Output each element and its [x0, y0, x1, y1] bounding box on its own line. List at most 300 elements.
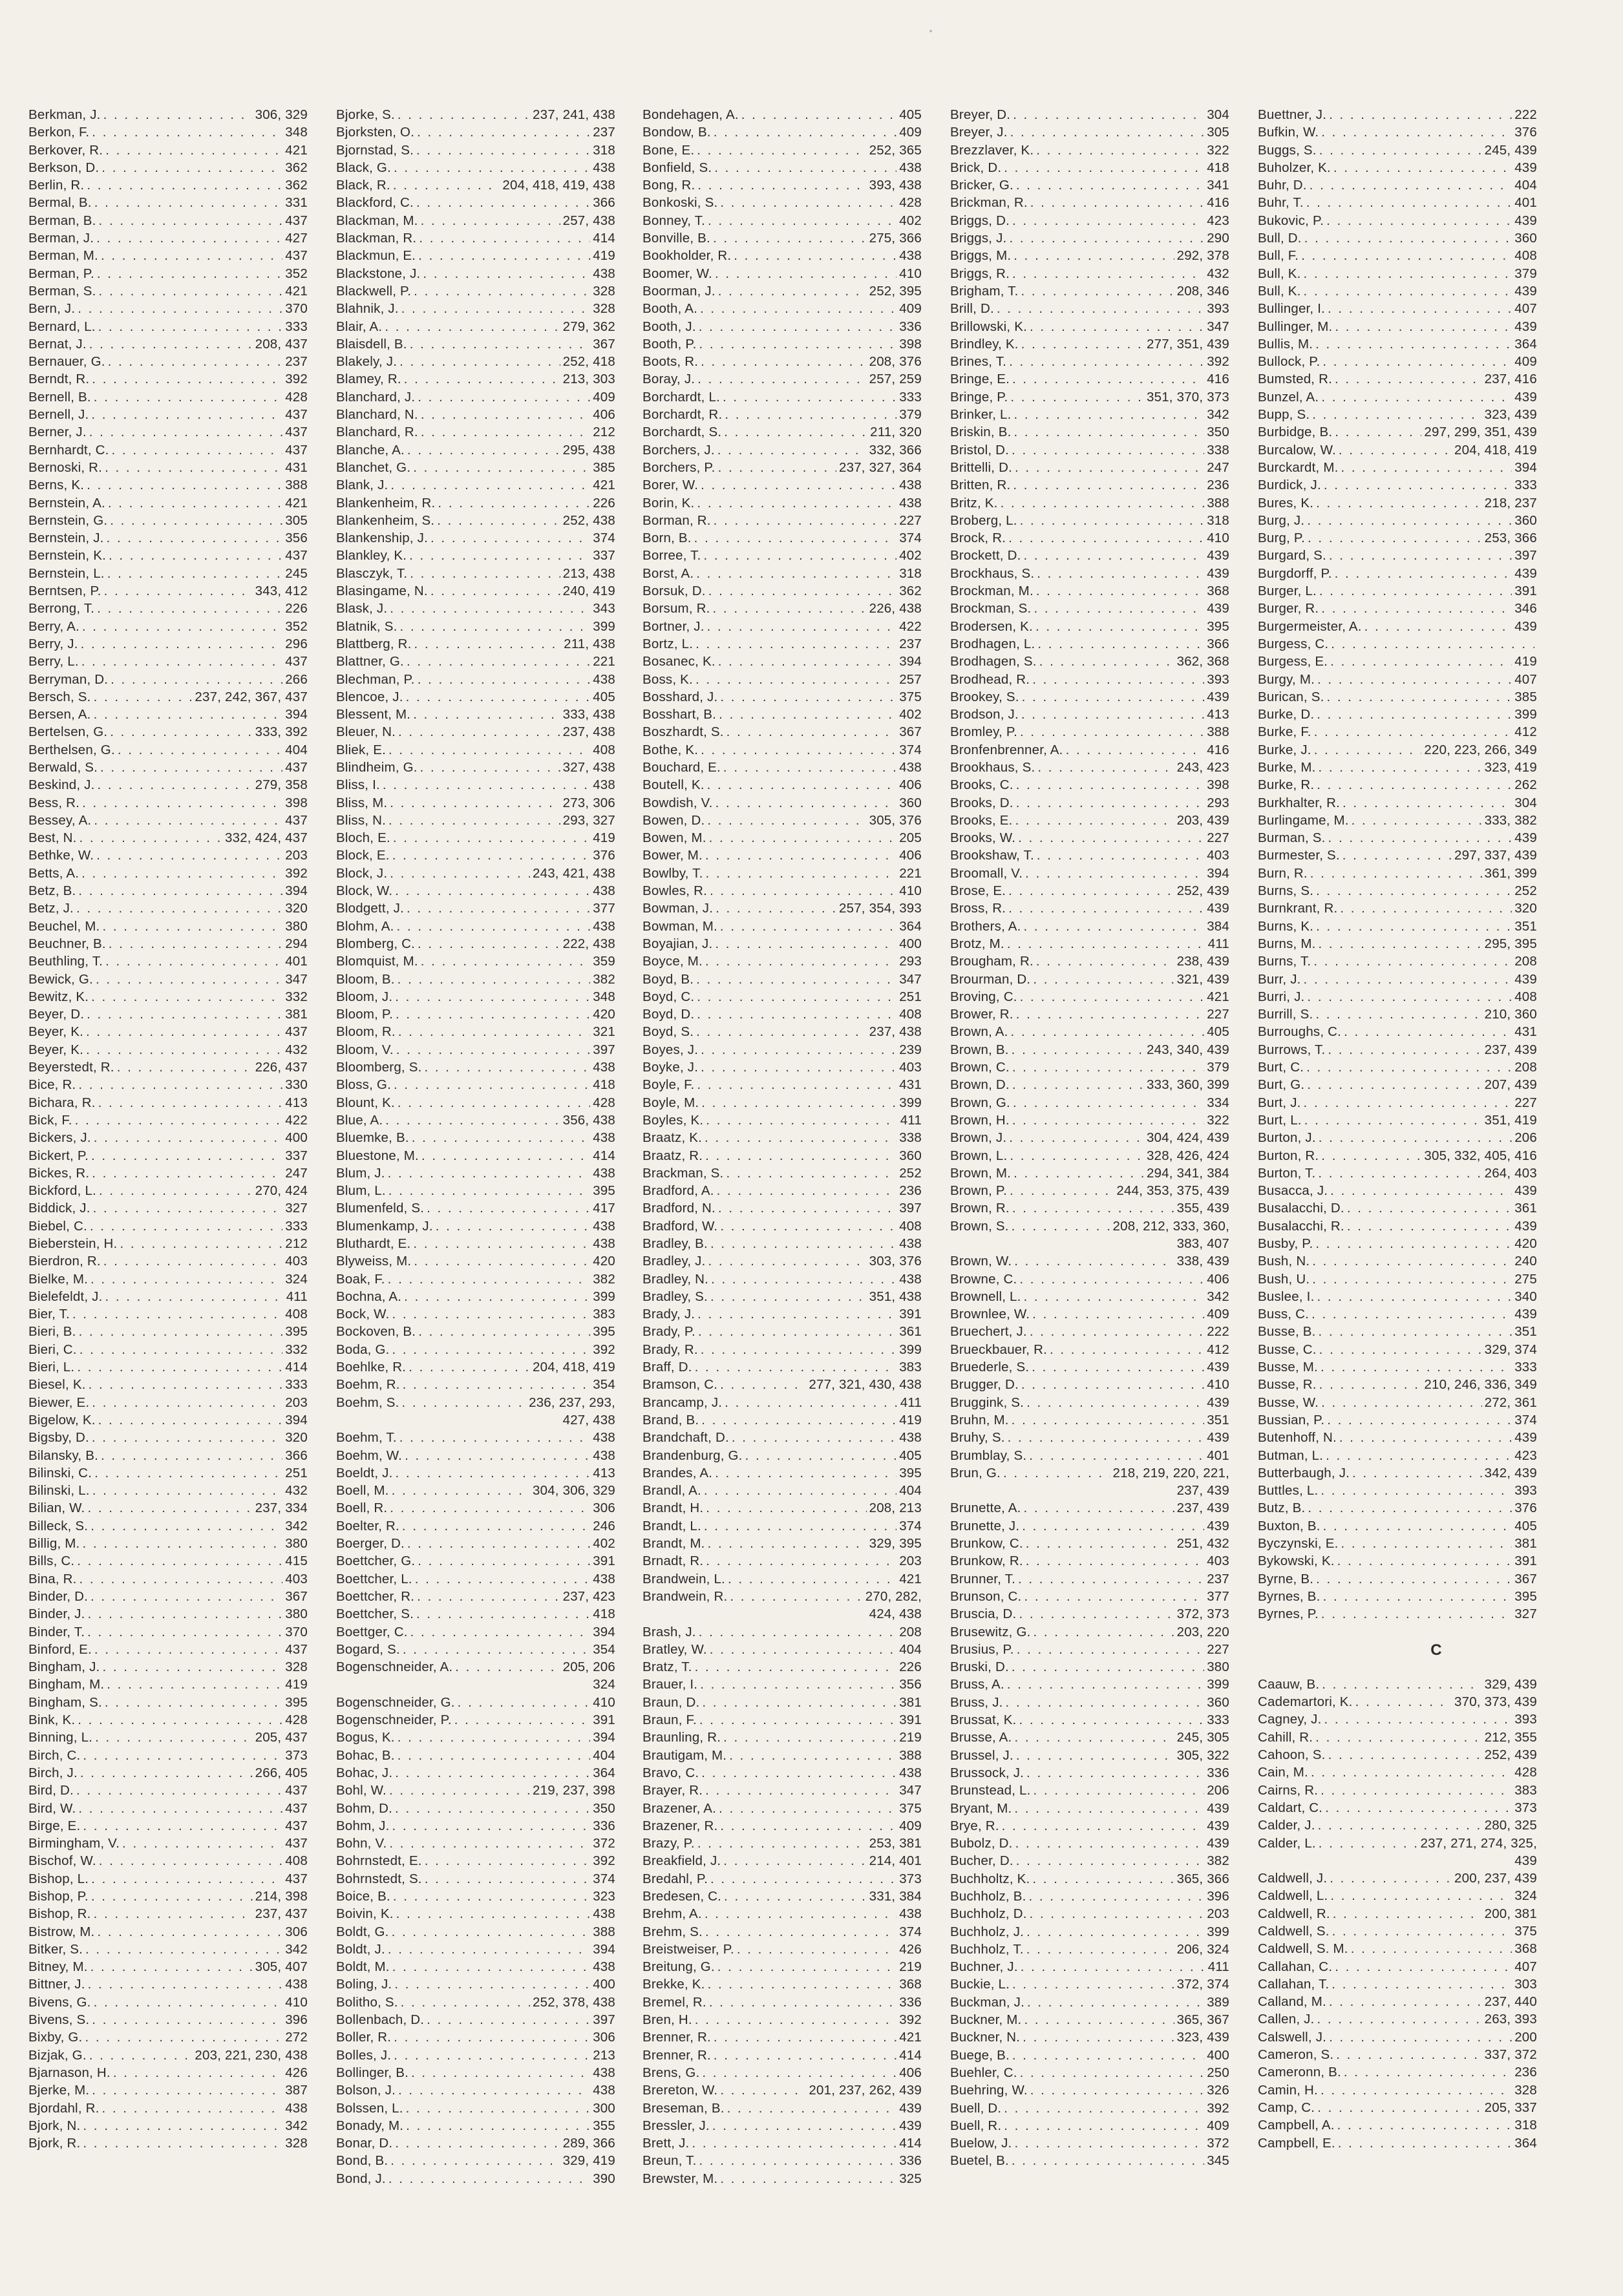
entry-name: Bufkin, W.	[1258, 125, 1319, 140]
leader-dots	[108, 353, 283, 370]
entry-pages: 237, 439	[1484, 1042, 1537, 1057]
index-entry	[28, 212, 308, 229]
entry-pages: 365, 366	[1176, 1871, 1229, 1886]
entry-name: Bistrow, M.	[28, 1924, 95, 1939]
entry-pages: 419	[899, 1412, 922, 1427]
index-entry	[1258, 1006, 1537, 1023]
leader-dots	[1029, 1888, 1205, 1905]
entry-pages: 305, 322	[1176, 1747, 1229, 1763]
entry-name: Bruhn, M.	[950, 1412, 1009, 1427]
leader-dots	[696, 971, 896, 988]
leader-dots	[1021, 1958, 1205, 1975]
index-entry	[642, 1975, 922, 1993]
index-entry	[950, 882, 1229, 900]
index-entry	[1258, 212, 1537, 229]
leader-dots	[385, 1111, 560, 1129]
entry-pages: 406	[593, 407, 615, 423]
leader-dots	[97, 265, 282, 282]
leader-dots	[81, 653, 282, 670]
leader-dots	[88, 1975, 283, 1993]
entry-name: Bothe, K.	[642, 742, 699, 757]
index-entry	[1258, 1693, 1537, 1711]
leader-dots	[414, 282, 590, 300]
entry-pages: 333	[285, 319, 308, 334]
entry-name: Bernauer, G.	[28, 354, 105, 370]
leader-dots	[1019, 1711, 1204, 1729]
entry-pages: 322	[1207, 142, 1229, 158]
index-entry	[950, 459, 1229, 476]
entry-pages: 318	[593, 142, 615, 158]
leader-dots	[92, 370, 282, 388]
leader-dots	[723, 1729, 896, 1746]
leader-dots	[78, 300, 282, 317]
entry-pages: 438	[593, 1236, 615, 1251]
leader-dots	[1026, 1764, 1204, 1782]
leader-dots	[1335, 423, 1421, 441]
index-entry	[1258, 600, 1537, 617]
entry-pages: 237, 440	[1484, 1994, 1537, 2010]
leader-dots	[413, 1235, 590, 1252]
entry-pages: 408	[285, 1307, 308, 1322]
entry-name: Bukovic, P.	[1258, 213, 1324, 228]
index-entry	[28, 2100, 308, 2117]
entry-name: Burns, M.	[1258, 936, 1316, 951]
entry-pages: 200, 237, 439	[1454, 1871, 1537, 1886]
entry-pages: 243, 421, 438	[533, 865, 615, 881]
entry-name: Burton, R.	[1258, 1148, 1319, 1163]
entry-name: Bonkoski, S.	[642, 195, 718, 211]
entry-pages: 290	[1207, 231, 1229, 246]
leader-dots	[1036, 582, 1204, 600]
leader-dots	[1013, 423, 1204, 441]
index-entry	[1258, 759, 1537, 776]
index-entry	[950, 494, 1229, 512]
leader-dots	[392, 1341, 591, 1358]
entry-name: Bingham, M.	[28, 1677, 105, 1692]
leader-dots	[421, 406, 590, 423]
leader-dots	[90, 1270, 282, 1288]
entry-name: Brown, R.	[950, 1201, 1010, 1216]
index-entry	[950, 1658, 1229, 1676]
entry-pages: 318	[1207, 512, 1229, 528]
entry-pages: 388	[1207, 724, 1229, 740]
entry-name: Bonney, T.	[642, 213, 705, 228]
entry-pages: 208, 437	[255, 336, 308, 352]
leader-dots	[1317, 706, 1512, 723]
leader-dots	[1337, 1552, 1512, 1570]
index-entry	[28, 1588, 308, 1605]
entry-pages: 293	[899, 954, 922, 969]
entry-name: Browne, C.	[950, 1271, 1017, 1287]
leader-dots	[692, 2134, 896, 2152]
entry-pages: 439	[1514, 1183, 1537, 1199]
index-entry	[28, 1747, 308, 1764]
leader-dots	[1315, 335, 1512, 353]
entry-name: Brauer, I.	[642, 1677, 698, 1692]
entry-pages: 360	[1207, 1694, 1229, 1710]
entry-pages: 423	[1514, 1448, 1537, 1463]
entry-name: Cagney, J.	[1258, 1712, 1322, 1727]
index-entry	[336, 1958, 615, 1975]
entry-name: Boyle, F.	[642, 1077, 695, 1093]
index-entry	[642, 1570, 922, 1588]
entry-name: Bullock, P.	[1258, 354, 1321, 370]
leader-dots	[94, 1464, 282, 1482]
entry-pages: 402	[899, 548, 922, 563]
index-entry	[950, 1729, 1229, 1746]
entry-pages: 438	[593, 671, 615, 687]
entry-pages: 247	[285, 1165, 308, 1181]
index-entry	[336, 1535, 615, 1552]
entry-name: Boyd, B.	[642, 971, 694, 987]
leader-dots	[100, 759, 282, 776]
entry-pages: 416	[1207, 742, 1229, 757]
leader-dots	[407, 653, 590, 670]
entry-name: Berman, B.	[28, 213, 96, 228]
entry-name: Buelow, J.	[950, 2136, 1012, 2151]
leader-dots	[1318, 1164, 1481, 1182]
entry-name: Billeck, S.	[28, 1518, 89, 1533]
entry-pages: 437	[285, 759, 308, 775]
leader-dots	[437, 512, 560, 529]
entry-name: Brown, J.	[950, 1130, 1007, 1146]
leader-dots	[388, 812, 560, 829]
entry-pages: 438	[593, 918, 615, 934]
entry-name: Beyerstedt, R.	[28, 1060, 114, 1075]
entry-name: Blackford, C.	[336, 195, 414, 211]
entry-pages: 439	[1514, 971, 1537, 987]
entry-pages: 367	[899, 724, 922, 740]
entry-name: Caldwell, R.	[1258, 1906, 1330, 1921]
leader-dots	[1304, 1111, 1482, 1129]
entry-pages: 437	[285, 425, 308, 440]
entry-pages: 237, 439	[1176, 1483, 1229, 1499]
entry-name: Bogenschneider, A.	[336, 1659, 453, 1675]
index-entry	[1258, 1411, 1537, 1429]
index-entry	[642, 265, 922, 282]
leader-dots	[725, 406, 896, 423]
index-entry	[1258, 1129, 1537, 1146]
leader-dots	[1317, 1288, 1512, 1305]
entry-name: Berns, K.	[28, 478, 85, 493]
entry-name: Borchardt, L.	[642, 389, 720, 405]
index-entry	[28, 671, 308, 688]
leader-dots	[727, 723, 897, 741]
entry-name: Berkman, J.	[28, 107, 101, 122]
entry-pages: 411	[286, 1289, 308, 1304]
index-entry	[336, 1658, 615, 1676]
entry-name: Bjornstad, S.	[336, 142, 414, 158]
entry-name: Breistweiser, P.	[642, 1941, 734, 1957]
leader-dots	[89, 335, 253, 353]
index-entry	[950, 1217, 1229, 1235]
entry-name: Burke, F.	[1258, 724, 1311, 740]
entry-name: Brunson, C.	[950, 1588, 1022, 1604]
leader-dots	[1034, 600, 1204, 617]
entry-name: Boszhardt, S.	[642, 724, 724, 740]
leader-dots	[392, 847, 590, 864]
leader-dots	[414, 1252, 590, 1270]
index-entry	[28, 1605, 308, 1623]
leader-dots	[1323, 1517, 1512, 1535]
entry-pages: 360	[1514, 231, 1537, 246]
index-entry	[28, 159, 308, 176]
index-entry	[642, 1164, 922, 1182]
entry-pages: 391	[1514, 1553, 1537, 1569]
leader-dots	[395, 988, 590, 1006]
entry-name: Boettcher, R.	[336, 1588, 415, 1604]
entry-pages: 277, 351, 439	[1147, 336, 1229, 352]
entry-pages: 376	[593, 848, 615, 863]
leader-dots	[96, 847, 282, 864]
entry-name: Bucher, D.	[950, 1853, 1013, 1869]
entry-pages: 374	[1514, 1412, 1537, 1427]
leader-dots	[697, 1835, 867, 1852]
index-entry	[336, 1288, 615, 1305]
entry-name: Bush, U.	[1258, 1271, 1310, 1287]
index-entry	[28, 988, 308, 1006]
leader-dots	[393, 176, 500, 194]
leader-dots	[394, 1975, 590, 1993]
leader-dots	[99, 1852, 282, 1869]
leader-dots	[1307, 988, 1512, 1006]
entry-name: Bradford, W.	[642, 1218, 718, 1234]
entry-pages: 401	[1207, 1448, 1229, 1463]
entry-pages: 203, 220	[1176, 1624, 1229, 1639]
leader-dots	[385, 318, 560, 335]
leader-dots	[406, 2117, 590, 2134]
entry-name: Bilansky, B.	[28, 1448, 98, 1463]
index-entry	[28, 2011, 308, 2028]
entry-name: Bremel, R.	[642, 1994, 706, 2010]
entry-pages: 438	[899, 1271, 922, 1287]
leader-dots	[413, 459, 590, 476]
entry-pages: 338	[899, 1130, 922, 1146]
leader-dots	[1012, 1058, 1204, 1076]
leader-dots	[94, 1994, 283, 2011]
entry-name: Brandwein, L.	[642, 1571, 725, 1586]
leader-dots	[103, 106, 253, 123]
leader-dots	[395, 882, 590, 900]
entry-name: Bjordahl, R.	[28, 2100, 100, 2116]
index-entry	[28, 529, 308, 547]
index-entry	[28, 318, 308, 335]
entry-pages: 213, 303	[562, 372, 615, 387]
leader-dots	[1326, 688, 1512, 706]
entry-name: Brownlee, W.	[950, 1307, 1030, 1322]
index-entry	[642, 1482, 922, 1499]
entry-name: Brittelli, D.	[950, 459, 1013, 475]
entry-name: Boyes, J.	[642, 1042, 699, 1057]
entry-pages: 361, 399	[1484, 865, 1537, 881]
index-entry	[336, 1147, 615, 1164]
index-entry	[28, 282, 308, 300]
entry-pages: 421	[1207, 989, 1229, 1004]
index-entry	[642, 441, 922, 459]
index-entry	[336, 1694, 615, 1711]
entry-pages: 398	[285, 795, 308, 810]
leader-dots	[410, 335, 590, 353]
index-entry	[1258, 706, 1537, 723]
leader-dots	[714, 512, 897, 529]
index-entry	[950, 547, 1229, 564]
leader-dots	[714, 2028, 896, 2046]
entry-name: Binning, L.	[28, 1730, 93, 1745]
entry-pages: 438	[593, 2083, 615, 2098]
index-entry	[336, 2100, 615, 2117]
entry-pages: 416	[1207, 195, 1229, 211]
leader-dots	[91, 1147, 282, 1164]
leader-dots	[414, 635, 562, 653]
entry-name: Brooks, E.	[950, 812, 1013, 828]
leader-dots	[714, 159, 896, 176]
index-entry	[28, 1341, 308, 1358]
entry-name: Boldt, G.	[336, 1924, 389, 1939]
entry-name: Butz, B.	[1258, 1501, 1306, 1516]
leader-dots	[396, 1006, 590, 1023]
leader-dots	[430, 582, 560, 600]
entry-name: Bird, W.	[28, 1800, 76, 1816]
index-entry	[642, 918, 922, 935]
entry-name: Buttles, L.	[1258, 1483, 1319, 1499]
entry-pages: 211, 320	[870, 425, 922, 440]
index-entry	[28, 900, 308, 917]
entry-name: Camp, C.	[1258, 2100, 1315, 2115]
entry-pages: 343	[593, 601, 615, 616]
entry-pages: 362	[285, 178, 308, 193]
index-entry	[336, 829, 615, 847]
leader-dots	[1021, 282, 1174, 300]
leader-dots	[397, 918, 591, 935]
entry-pages: 252	[899, 1165, 922, 1181]
leader-dots	[107, 529, 283, 547]
entry-name: Brill, D.	[950, 301, 994, 317]
entry-pages: 351, 438	[869, 1289, 922, 1304]
entry-pages: 407	[1514, 301, 1537, 317]
entry-name: Busse, W.	[1258, 1395, 1319, 1410]
entry-name: Busse, M.	[1258, 1360, 1318, 1375]
entry-name: Cahoon, S.	[1258, 1747, 1326, 1763]
index-entry	[950, 1023, 1229, 1040]
entry-name: Bermal, B.	[28, 195, 92, 211]
index-entry	[950, 1975, 1229, 1993]
entry-pages: 336	[899, 2153, 922, 2169]
index-entry	[950, 1394, 1229, 1411]
entry-pages: 257, 259	[869, 372, 922, 387]
index-entry	[642, 2100, 922, 2117]
index-entry	[950, 512, 1229, 529]
index-entry	[336, 953, 615, 970]
entry-pages: 329, 374	[1484, 1342, 1537, 1357]
entry-pages: 370, 373, 439	[1454, 1694, 1537, 1710]
leader-dots	[92, 2011, 282, 2028]
leader-dots	[1330, 1869, 1452, 1887]
index-entry	[642, 847, 922, 864]
index-entry	[1258, 370, 1537, 388]
leader-dots	[1016, 176, 1204, 194]
entry-name: Brown, L.	[950, 1148, 1008, 1163]
entry-name: Brown, G.	[950, 1095, 1010, 1110]
index-entry	[1258, 1341, 1537, 1358]
entry-name: Burns, S.	[1258, 883, 1314, 899]
entry-pages: 393	[1207, 301, 1229, 317]
leader-dots	[708, 1975, 897, 1993]
index-entry	[642, 370, 922, 388]
entry-pages: 438	[593, 1906, 615, 1922]
entry-name: Bradford, N.	[642, 1201, 716, 1216]
entry-pages: 329, 395	[869, 1536, 922, 1552]
entry-name: Blount, K.	[336, 1095, 395, 1110]
index-entry	[28, 1199, 308, 1217]
index-entry	[950, 1323, 1229, 1340]
index-entry	[950, 1111, 1229, 1129]
entry-pages: 263, 393	[1484, 2012, 1537, 2027]
entry-name: Burger, L.	[1258, 584, 1317, 599]
entry-pages: 394	[285, 707, 308, 722]
leader-dots	[389, 1835, 590, 1852]
index-entry	[28, 1041, 308, 1058]
index-entry	[336, 1588, 615, 1605]
index-entry	[642, 1694, 922, 1711]
leader-dots	[1024, 2011, 1174, 2028]
leader-dots	[87, 1623, 282, 1641]
entry-name: Berner, J.	[28, 425, 87, 440]
entry-pages: 205	[899, 830, 922, 846]
entry-name: Betz, J.	[28, 901, 74, 916]
entry-pages: 399	[1207, 1677, 1229, 1692]
index-entry	[642, 1588, 922, 1605]
entry-name: Beuchner, B.	[28, 936, 106, 951]
index-entry	[336, 776, 615, 794]
leader-dots	[1331, 635, 1534, 653]
leader-dots	[1015, 459, 1204, 476]
entry-name: Bliss, M.	[336, 795, 388, 810]
index-entry	[642, 1782, 922, 1799]
leader-dots	[398, 723, 560, 741]
entry-name: Burt, L.	[1258, 1112, 1302, 1128]
entry-name: Bieberstein, H.	[28, 1236, 118, 1251]
entry-name: Boyle, M.	[642, 1095, 699, 1110]
index-entry	[1258, 106, 1537, 123]
leader-dots	[702, 2064, 896, 2081]
entry-name: Brown, H.	[950, 1112, 1010, 1128]
leader-dots	[1314, 741, 1422, 759]
leader-dots	[729, 1747, 896, 1764]
leader-dots	[96, 229, 282, 247]
leader-dots	[1319, 1323, 1512, 1340]
entry-name: Binder, D.	[28, 1588, 89, 1604]
entry-pages: 411	[900, 1112, 922, 1128]
leader-dots	[705, 1147, 896, 1164]
entry-name: Bonfield, S.	[642, 160, 712, 175]
entry-name: Bullis, M.	[1258, 336, 1313, 352]
index-entry	[336, 1729, 615, 1746]
leader-dots	[715, 935, 896, 953]
entry-name: Bumsted, R.	[1258, 372, 1332, 387]
index-entry	[950, 582, 1229, 600]
entry-name: Breakfield, J.	[642, 1853, 721, 1869]
entry-name: Brotz, M.	[950, 936, 1004, 951]
entry-pages: 377	[1207, 1588, 1229, 1604]
leader-dots	[402, 1394, 527, 1411]
index-entry	[950, 723, 1229, 741]
index-entry	[1258, 1164, 1537, 1182]
leader-dots	[85, 2028, 282, 2046]
entry-name: Braun, D.	[642, 1694, 700, 1710]
entry-name: Brugger, D.	[950, 1377, 1019, 1393]
index-entry	[1258, 2099, 1537, 2116]
entry-name: Blasingame, N.	[336, 584, 428, 599]
